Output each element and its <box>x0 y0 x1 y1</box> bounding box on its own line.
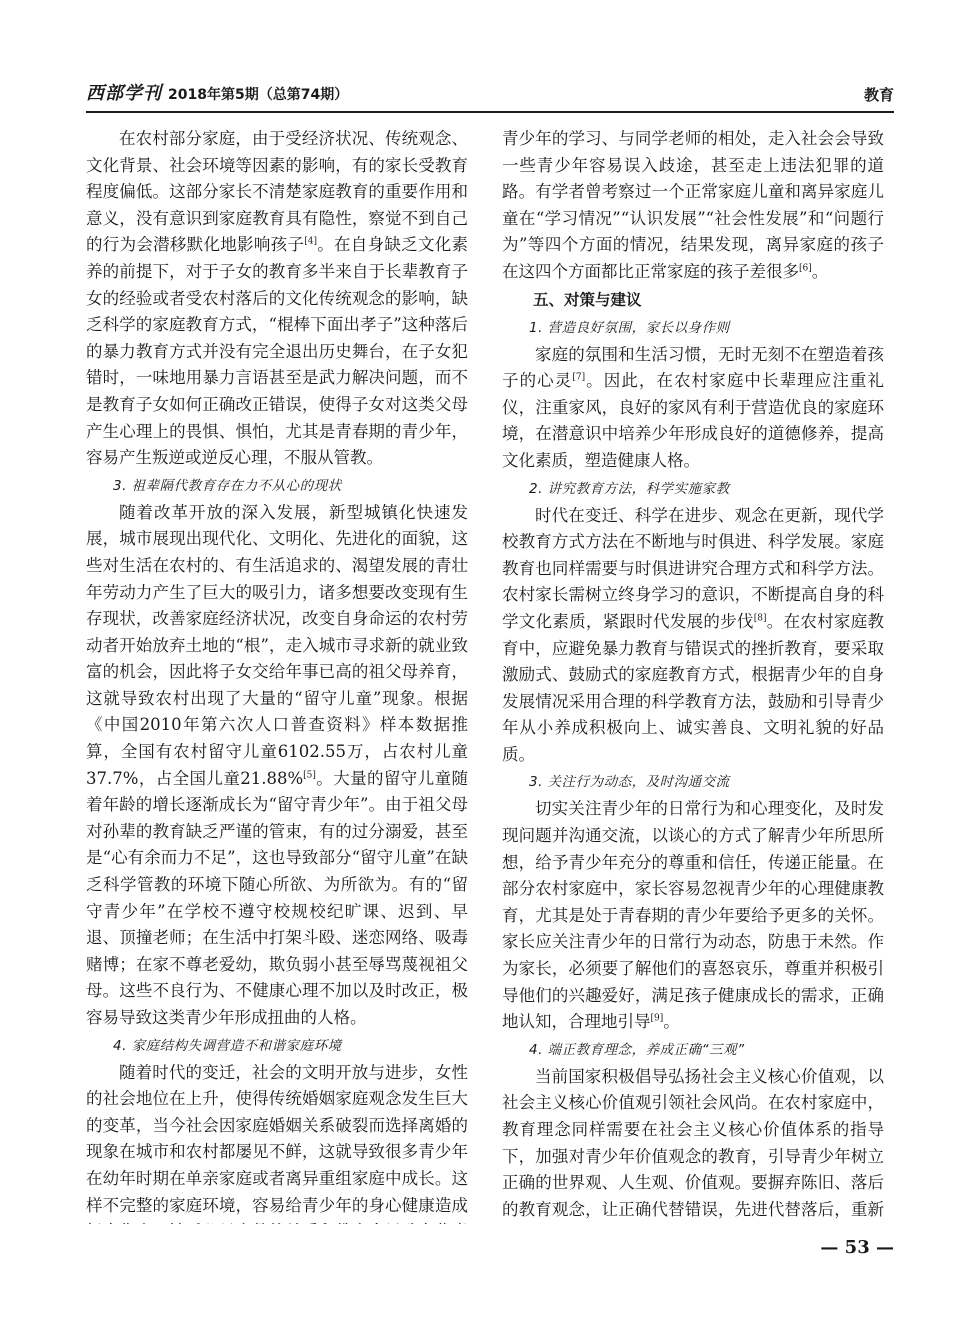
section-name: 教育 <box>863 86 894 104</box>
subsection-heading: 2. 讲究教育方法，科学实施家教 <box>529 480 730 497</box>
paragraph: 青少年的学习、与同学老师的相处，走入社会会导致一些青少年容易误入歧途，甚至走上违法犯罪的道路。有学者曾考察过一个正常家庭儿童和离异家庭儿童在“学习情况”“认识发展”“社会性发展”和“问题行为”等四个方面的情况，结果发现，离异家庭的孩子在这四个方面都比正常家庭的孩子差很多[6]。 <box>502 129 884 281</box>
citation: [8] <box>753 613 767 624</box>
left-column <box>86 126 468 1224</box>
citation: [5] <box>303 770 316 781</box>
page-header <box>86 82 894 112</box>
issue-info: 2018年第5期（总第74期） <box>168 87 349 103</box>
paragraph: 在农村部分家庭，由于受经济状况、传统观念、文化背景、社会环境等因素的影响，有的家长受教育程度偏低。这部分家长不清楚家庭教育的重要作用和意义，没有意识到家庭教育具有隐性，察觉不到自己的行为会潜移默化地影响孩子[4]。在自身缺乏文化素养的前提下，对于子女的教育多半来自于长辈教育子女的经验或者受农村落后的文化传统观念的影响，缺乏科学的家庭教育方式，“棍棒下面出孝子”这种落后的暴力教育方式并没有完全退出历史舞台，在子女犯错时，一味地用暴力言语甚至是武力解决问题，而不是教育子女如何正确改正错误，使得子女对这类父母产生心理上的畏惧、惧怕，尤其是青春期的青少年，容易产生叛逆或逆反心理，不服从管教。 <box>86 129 468 468</box>
journal-title <box>86 82 348 107</box>
citation: [4] <box>304 236 317 247</box>
subsection-heading: 4. 端正教育理念，养成正确“三观” <box>529 1041 745 1058</box>
paragraph: 家庭的氛围和生活习惯，无时无刻不在塑造着孩子的心灵[7]。因此，在农村家庭中长辈理应注重礼仪，注重家风，良好的家风有利于营造优良的家庭环境，在潜意识中培养少年形成良好的道德修养，提高文化素质，塑造健康人格。 <box>502 344 884 470</box>
subsection-heading: 3. 祖辈隔代教育存在力不从心的现状 <box>113 477 342 494</box>
paragraph: 随着改革开放的深入发展，新型城镇化快速发展，城市展现出现代化、文明化、先进化的面貌，这些对生活在农村的、有生活追求的、渴望发展的青壮年劳动力产生了巨大的吸引力，诸多想要改变现有生存现状，改善家庭经济状况，改变自身命运的农村劳动者开始放弃土地的“根”，走入城市寻求新的就业致富的机会，因此将子女交给年事已高的祖父母养育，这就导致农村出现了大量的“留守儿童”现象。根据《中国2010年第六次人口普查资料》样本数据推算，全国有农村留守儿童6102.55万，占农村儿童37.7%，占全国儿童21.88%[5]。大量的留守儿童随着年龄的增长逐渐成长为“留守青少年”。由于祖父母对孙辈的教育缺乏严谨的管束，有的过分溺爱，甚至是“心有余而力不足”，这也导致部分“留守儿童”在缺乏科学管教的环境下随心所欲、为所欲为。有的“留守青少年”在学校不遵守校规校纪旷课、迟到、早退、顶撞老师；在生活中打架斗殴、迷恋网络、吸毒赌博；在家不尊老爱幼，欺负弱小甚至辱骂蔑视祖父母。这些不良行为、不健康心理不加以及时改正，极容易导致这类青少年形成扭曲的人格。 <box>86 502 468 1027</box>
subsection-heading: 3. 关注行为动态，及时沟通交流 <box>529 774 730 791</box>
page-number: — 53 — <box>820 1237 894 1258</box>
header-rule <box>86 111 894 113</box>
citation: [7] <box>572 372 586 383</box>
citation: [9] <box>650 1013 664 1024</box>
paragraph: 随着时代的变迁，社会的文明开放与进步，女性的社会地位在上升，使得传统婚姻家庭观念发生巨大的变革，当今社会因家庭婚姻关系破裂而选择离婚的现象在城市和农村都屡见不鲜，这就导致很多青少年在幼年时期在单亲家庭或者离异重组家庭中成长。这样不完整的家庭环境，容易给青少年的身心健康造成 <box>86 1062 468 1215</box>
section-heading: 五、对策与建议 <box>533 290 642 309</box>
right-column <box>502 126 884 1224</box>
paragraph: 当前国家积极倡导弘扬社会主义核心价值观，以社会主义核心价值观引领社会风尚。在农村家庭中，教育理念同样需要在社会主义核心价值体系的指导下，加强对青少年价值观念的教育，引导青少年树立正确的世界观、人生观、价值观。要摒弃陈旧、落后的教育观念，让正确代替错误，先进代替落后，重新 <box>502 1066 884 1219</box>
paragraph: 切实关注青少年的日常行为和心理变化，及时发现问题并沟通交流，以谈心的方式了解青少年所思所想，给予青少年充分的尊重和信任，传递正能量。在部分农村家庭中，家长容易忽视青少年的心理健康教育，尤其是处于青春期的青少年要给予更多的关怀。家长应关注青少年的日常行为动态，防患于未然。作为家长，必须要了解他们的喜怒哀乐，尊重并积极引导他们的兴趣爱好，满足孩子健康成长的需求，正确地认知，合理地引导[9]。 <box>502 799 884 1032</box>
subsection-heading: 1. 营造良好氛围，家长以身作则 <box>529 319 730 336</box>
subsection-heading: 4. 家庭结构失调营造不和谐家庭环境 <box>113 1037 342 1054</box>
citation: [6] <box>799 263 812 274</box>
journal-logo: 西部学刊 <box>86 83 162 104</box>
paragraph: 时代在变迁、科学在进步、观念在更新，现代学校教育方式方法在不断地与时俱进、科学发展。家庭教育也同样需要与时俱进讲究合理方式和科学方法。农村家长需树立终身学习的意识，不断提高自身的科学文化素质，紧跟时代发展的步伐[8]。在农村家庭教育中，应避免暴力教育与错误式的挫折教育，要采取激励式、鼓励式的家庭教育方式，根据青少年的自身发展情况采用合理的科学教育方法，鼓励和引导青少年从小养成积极向上、诚实善良、文明礼貌的好品质。 <box>502 505 884 764</box>
